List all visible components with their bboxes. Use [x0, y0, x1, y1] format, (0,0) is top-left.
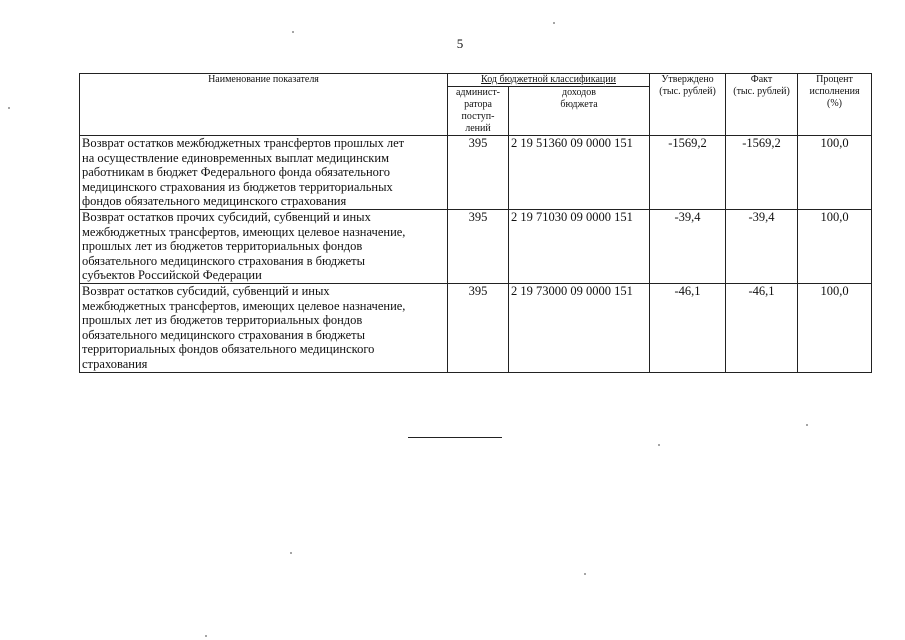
header-admin [448, 87, 509, 136]
scan-speck [553, 22, 555, 24]
row-name-line: фондов обязательного медицинского страхования [82, 194, 347, 209]
scan-speck [806, 424, 808, 426]
row-name [80, 209, 448, 283]
row-name-line: на осуществление единовременных выплат медицинским [82, 150, 389, 165]
header-fact [726, 74, 798, 136]
row-fact: -39,4 [726, 209, 798, 283]
row-code: 2 19 71030 09 0000 151 [509, 209, 650, 283]
row-name-line: субъектов Российской Федерации [82, 268, 262, 283]
row-percent: 100,0 [798, 136, 872, 210]
header-admin-line: поступ- [461, 111, 495, 122]
header-income-line: доходов [562, 87, 596, 98]
row-name-line: страхования [82, 356, 148, 371]
scan-speck [292, 31, 294, 33]
scan-speck [658, 444, 660, 446]
header-name: Наименование показателя [80, 74, 448, 136]
header-percent-line: (%) [827, 98, 843, 109]
row-name-line: межбюджетных трансфертов, имеющих целевое назначение, [82, 298, 406, 313]
row-percent: 100,0 [798, 283, 872, 372]
header-admin-line: ратора [464, 99, 492, 110]
row-name-line: обязательного медицинского страхования в бюджеты [82, 253, 365, 268]
row-code: 2 19 51360 09 0000 151 [509, 136, 650, 210]
table-row [80, 136, 872, 210]
scan-speck [205, 635, 207, 637]
row-fact: -46,1 [726, 283, 798, 372]
row-approved: -39,4 [650, 209, 726, 283]
row-name-line: Возврат остатков межбюджетных трансфертов прошлых лет [82, 136, 405, 150]
table-row [80, 209, 872, 283]
header-admin-line: лений [465, 123, 491, 134]
row-admin: 395 [448, 283, 509, 372]
row-approved: -1569,2 [650, 136, 726, 210]
row-name [80, 136, 448, 210]
footer-rule [408, 437, 502, 438]
row-name-line: прошлых лет из бюджетов территориальных фондов [82, 313, 363, 328]
header-approved-line: (тыс. рублей) [659, 86, 716, 97]
row-fact: -1569,2 [726, 136, 798, 210]
header-fact-line: (тыс. рублей) [733, 86, 790, 97]
row-code: 2 19 73000 09 0000 151 [509, 283, 650, 372]
row-name-line: Возврат остатков прочих субсидий, субвенций и иных [82, 209, 371, 224]
header-fact-line: Факт [750, 74, 773, 85]
table-row [80, 283, 872, 372]
page-number: 5 [456, 36, 464, 51]
header-code-group-title: Код бюджетной классификации [481, 74, 616, 85]
scan-speck [8, 107, 10, 109]
header-approved [650, 74, 726, 136]
header-percent-line: Процент [816, 74, 853, 85]
header-income-line: бюджета [560, 99, 598, 110]
row-name-line: прошлых лет из бюджетов территориальных фондов [82, 239, 363, 254]
row-name-line: межбюджетных трансфертов, имеющих целевое назначение, [82, 224, 406, 239]
row-percent: 100,0 [798, 209, 872, 283]
scan-speck [584, 573, 586, 575]
row-name-line: территориальных фондов обязательного медицинского [82, 342, 375, 357]
header-percent [798, 74, 872, 136]
header-percent-line: исполнения [809, 86, 860, 97]
row-name [80, 283, 448, 372]
header-admin-line: админист- [455, 87, 501, 98]
row-name-line: Возврат остатков субсидий, субвенций и иных [82, 283, 330, 298]
scan-speck [290, 552, 292, 554]
header-code-group [448, 74, 650, 87]
row-name-line: медицинского страхования из бюджетов территориальных [82, 179, 393, 194]
header-approved-line: Утверждено [661, 74, 714, 85]
row-approved: -46,1 [650, 283, 726, 372]
budget-table [79, 73, 872, 373]
header-income [509, 87, 650, 136]
row-name-line: работникам в бюджет Федерального фонда обязательного [82, 165, 390, 180]
row-name-line: обязательного медицинского страхования в бюджеты [82, 327, 365, 342]
row-admin: 395 [448, 209, 509, 283]
row-admin: 395 [448, 136, 509, 210]
